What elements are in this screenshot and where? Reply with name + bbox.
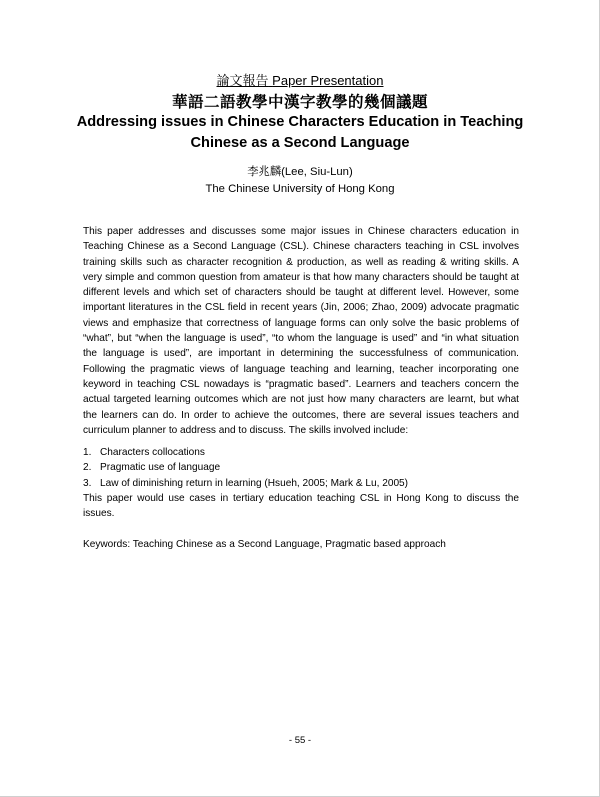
presentation-label-text (217, 73, 384, 88)
list-item (83, 445, 519, 460)
list-item-text: Law of diminishing return in learning (Hsueh, 2005; Mark & Lu, 2005) (100, 477, 409, 489)
author-name: 李兆麟(Lee, Siu-Lun) (247, 166, 353, 178)
author-affiliation: The Chinese University of Hong Kong (205, 183, 395, 195)
list-item (83, 460, 519, 475)
list-item-number: 3. (83, 477, 92, 489)
abstract-body: This paper addresses and discusses some major issues in Chinese characters education in Teaching Chinese as a Second Language (CSL). Chinese characters teaching in CSL involves training skills such as character recognition & production, as well as reading & writing skills. A very simple and common question from amateur is that how many characters should be taught at different levels and which set of characters should be taught at different level. However, some important literatures in the CSL field in recent years (Jin, 2006; Zhao, 2009) advocate pragmatic views and emphasize that correctness of language forms can only solve the basic problems of “what”, but “when the language is used”, “to whom the language is used” and “in what situation the language is used”, are important in determining the successfulness of communication. Following the pragmatic views of language teaching and learning, teacher incorporating one keyword in teaching CSL nowadays is “pragmatic based”. Learners and teachers concern the actual targeted learning outcomes which are not just how many characters are learnt, but what the learners can do. In order to achieve the outcomes, there are several issues teachers and curriculum planner to address and to discuss. The skills involved include: (83, 226, 519, 436)
list-item (83, 476, 519, 491)
abstract-closing: This paper would use cases in tertiary education teaching CSL in Hong Kong to discuss the issues. (83, 493, 519, 520)
list-item-number: 2. (83, 462, 92, 474)
keywords: Keywords: Teaching Chinese as a Second Language, Pragmatic based approach (83, 539, 446, 550)
skills-list (83, 445, 519, 491)
list-item-number: 1. (83, 447, 92, 458)
presentation-label (0, 72, 600, 89)
presentation-label-zh: 論文報告 (216, 73, 269, 88)
title-english: Addressing issues in Chinese Characters Education in Teaching Chinese as a Second Language (76, 114, 524, 151)
presentation-label-en: Paper Presentation (272, 73, 384, 88)
title-chinese: 華語二語教學中漢字教學的幾個議題 (171, 92, 428, 111)
list-item-text: Pragmatic use of language (100, 462, 221, 474)
page-number: - 55 - (288, 735, 312, 746)
list-item-text: Characters collocations (100, 447, 205, 458)
